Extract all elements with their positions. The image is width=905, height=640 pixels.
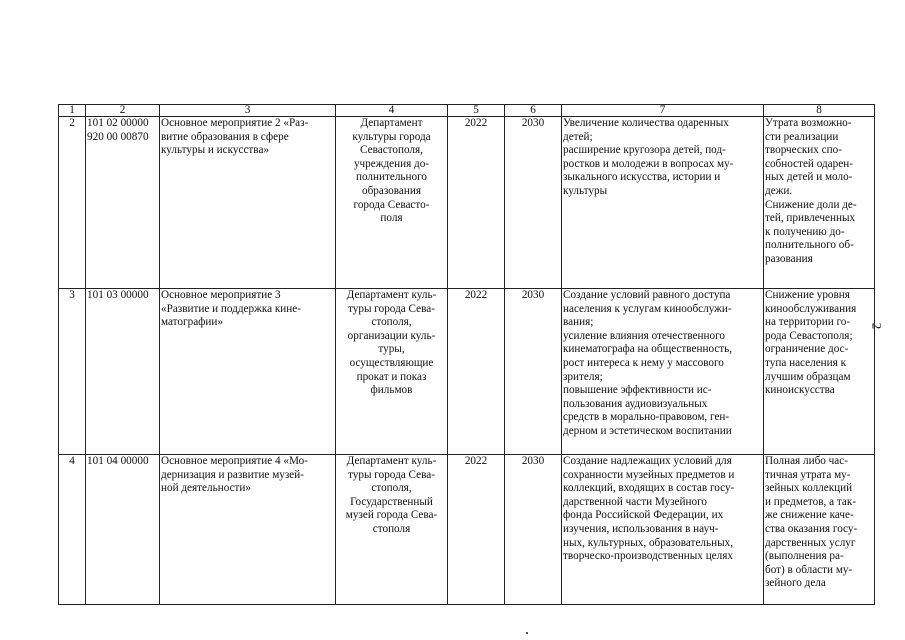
end-year: 2030 (505, 289, 562, 455)
row-number: 3 (59, 289, 86, 455)
col-header: 3 (160, 105, 336, 117)
table-row (59, 289, 875, 455)
end-year: 2030 (505, 117, 562, 289)
start-year: 2022 (448, 289, 505, 455)
event-name: Основное мероприятие 3 «Развитие и поддержка кине- матографии» (160, 289, 336, 455)
col-header: 8 (764, 105, 875, 117)
expected-result: Создание условий равного доступа населения к услугам кинообслужи- вания; усиление влияния отечественного кинематографа на общественность, рост интереса к нему у массового зрителя; повышение эффективности ис- пользования аудиовизуальных средств в морально-правовом, ген- дерном и эстетическом воспитании (562, 289, 764, 455)
start-year: 2022 (448, 117, 505, 289)
start-year: 2022 (448, 455, 505, 605)
col-header: 4 (336, 105, 448, 117)
executor: Департамент куль- туры города Сева- стополя, организации куль- туры, осуществляющие прокат и показ фильмов (336, 289, 448, 455)
executor: Департамент культуры города Севастополя, учреждения до- полнительного образования города Севасто- поля (336, 117, 448, 289)
consequence: Полная либо час- тичная утрата му- зейных коллекций и предметов, а так- же снижение каче- ства оказания госу- дарственных услуг (выполнения ра- бот) в области му- зейного дела (764, 455, 875, 605)
event-name: Основное мероприятие 2 «Раз- витие образования в сфере культуры и искусства» (160, 117, 336, 289)
col-header: 6 (505, 105, 562, 117)
table-row (59, 455, 875, 605)
scan-dot (526, 632, 528, 634)
table-header-row (59, 105, 875, 117)
budget-code: 101 04 00000 (86, 455, 160, 605)
col-header: 7 (562, 105, 764, 117)
consequence: Утрата возможно- сти реализации творческих спо- собностей одарен- ных детей и моло- дежи. Снижение доли де- тей, привлеченных к получению до- полнительного об- разования (764, 117, 875, 289)
row-number: 2 (59, 117, 86, 289)
table-row (59, 117, 875, 289)
row-number: 4 (59, 455, 86, 605)
col-header: 2 (86, 105, 160, 117)
col-header: 5 (448, 105, 505, 117)
executor: Департамент куль- туры города Сева- стополя, Государственный музей города Сева- стополя (336, 455, 448, 605)
expected-result: Создание надлежащих условий для сохранности музейных предметов и коллекций, входящих в состав госу- дарственной части Музейного фонда Российской Федерации, их изучения, использования в науч- ных, культурных, образовательных, творческо-производственных целях (562, 455, 764, 605)
measures-table (58, 104, 875, 605)
consequence: Снижение уровня кинообслуживания на территории го- рода Севастополя; ограничение дос- тупа населения к лучшим образцам киноискусства (764, 289, 875, 455)
event-name: Основное мероприятие 4 «Мо- дернизация и развитие музей- ной деятельности» (160, 455, 336, 605)
budget-code: 101 02 00000 920 00 00870 (86, 117, 160, 289)
page-number: 2 (869, 322, 885, 330)
expected-result: Увеличение количества одаренных детей; расширение кругозора детей, под- ростков и молодежи в вопросах му- зыкального искусства, истории и культуры (562, 117, 764, 289)
col-header: 1 (59, 105, 86, 117)
end-year: 2030 (505, 455, 562, 605)
budget-code: 101 03 00000 (86, 289, 160, 455)
